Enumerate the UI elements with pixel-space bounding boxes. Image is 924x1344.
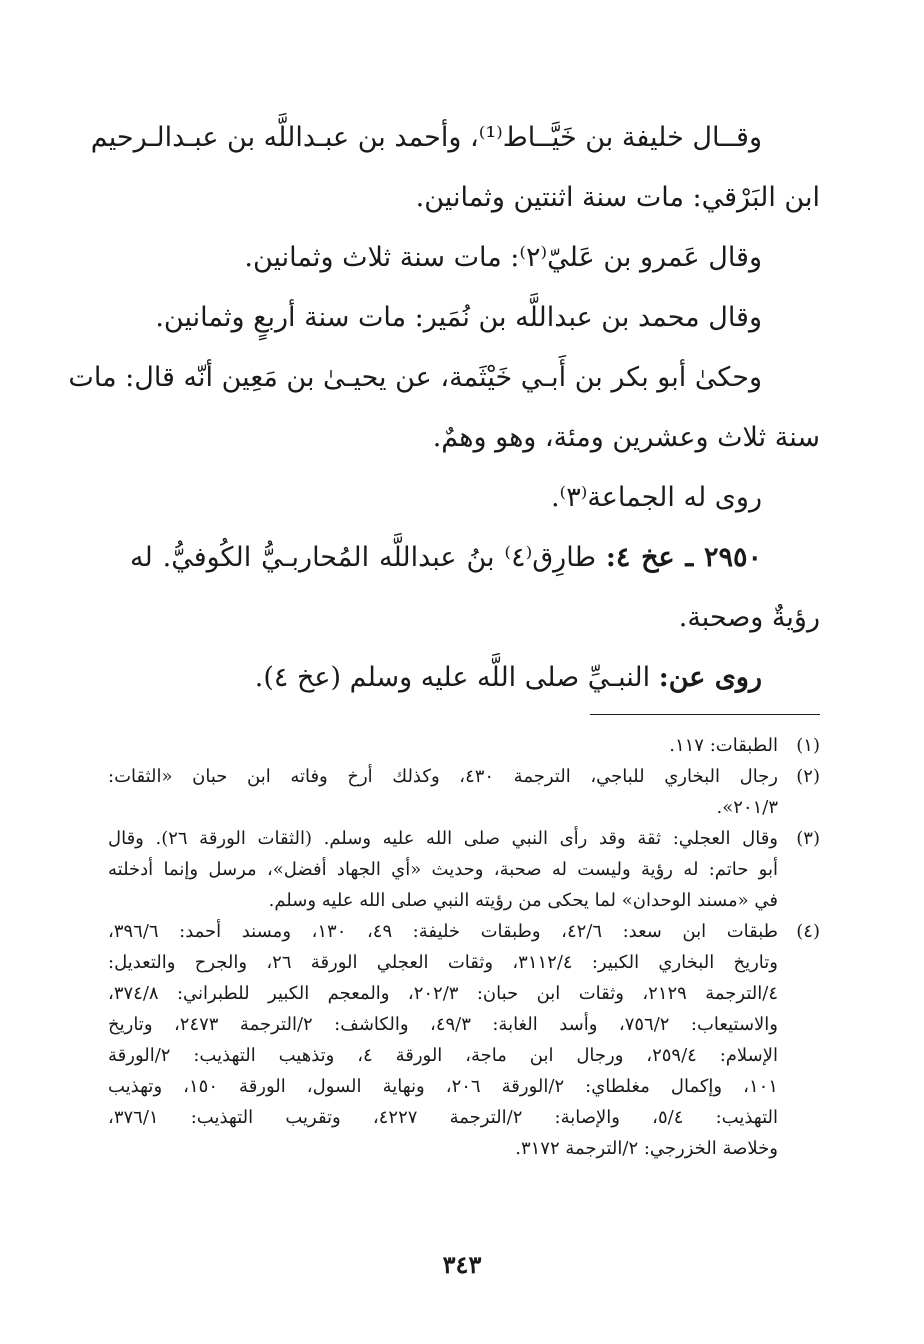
footnote-line: ٢٠١/٣».	[716, 797, 778, 818]
text-line: وقال عَمرو بن عَليّ⁽٢⁾: مات سنة ثلاث وثمانين.	[244, 242, 762, 273]
footnote-line: التهذيب: ٥/٤، والإصابة: ٢/الترجمة ٤٢٢٧، وتقريب التهذيب: ٣٧٦/١،	[108, 1107, 778, 1128]
footnote-line: طبقات ابن سعد: ٤٢/٦، وطبقات خليفة: ٤٩، ١٣٠، ومسند أحمد: ٣٩٦/٦،	[108, 921, 779, 942]
footnote-line: وخلاصة الخزرجي: ٢/الترجمة ٣١٧٢.	[515, 1138, 778, 1159]
narrated-from-line	[130, 648, 820, 708]
text-line: روى له الجماعة⁽٣⁾.	[550, 482, 762, 513]
footnote-line: وتاريخ البخاري الكبير: ٣١١٢/٤، وثقات العجلي الورقة ٢٦، والجرح والتعديل:	[108, 952, 778, 973]
text-line: وقال محمد بن عبداللَّه بن نُمَير: مات سنة أربعٍ وثمانين.	[155, 302, 762, 333]
narrated-label: روى عن:	[658, 662, 762, 693]
footnote-2	[108, 761, 820, 823]
text-line: سنة ثلاث وعشرين ومئة، وهو وهمٌ.	[432, 422, 820, 453]
footnote-1	[108, 730, 820, 761]
footnotes	[108, 730, 820, 1164]
footnote-number: (٤)	[796, 921, 820, 942]
text-line: وقــال خليفة بن خَيَّــاط⁽¹⁾، وأحمد بن عبـداللَّه بن عبـدالـرحيم	[90, 122, 762, 153]
footnote-number: (٢)	[796, 766, 820, 787]
narrated-text: النبـيِّ صلى اللَّه عليه وسلم (عخ ٤).	[254, 662, 651, 693]
footnote-line: رجال البخاري للباجي، الترجمة ٤٣٠، وكذلك أرخ وفاته ابن حبان «الثقات:	[108, 766, 779, 787]
text-line: وحكىٰ أبو بكر بن أَبـي خَيْثَمة، عن يحيـىٰ بن مَعِين أنّه قال: مات	[68, 362, 762, 393]
page-number: ٣٤٣	[442, 1250, 482, 1279]
footnote-line: في «مسند الوحدان» لما يحكى من رؤيته النبي صلى الله عليه وسلم.	[268, 890, 778, 911]
text-line: ابن البَرْقي: مات سنة اثنتين وثمانين.	[415, 182, 820, 213]
footnote-line: ١٠١، وإكمال مغلطاي: ٢/الورقة ٢٠٦، ونهاية السول، الورقة ١٥٠، وتهذيب	[108, 1076, 778, 1097]
footnote-line: وقال العجلي: ثقة وقد رأى النبي صلى الله عليه وسلم. (الثقات الورقة ٢٦). وقال	[108, 828, 778, 849]
main-text	[68, 108, 820, 708]
footnote-line: أبو حاتم: له رؤية وليست له صحبة، وحديث «أي الجهاد أفضل»، مرسل وإنما أدخلته	[108, 859, 778, 880]
footnote-line: الطبقات: ١١٧.	[669, 735, 778, 756]
footnote-line: والاستيعاب: ٧٥٦/٢، وأسد الغابة: ٤٩/٣، والكاشف: ٢/الترجمة ٢٤٧٣، وتاريخ	[108, 1014, 778, 1035]
footnote-4	[108, 916, 820, 1164]
footnote-line: الإسلام: ٢٥٩/٤، ورجال ابن ماجة، الورقة ٤، وتذهيب التهذيب: ٢/الورقة	[108, 1045, 778, 1066]
footnote-line: ٤/الترجمة ٢١٢٩، وثقات ابن حبان: ٢٠٢/٣، والمعجم الكبير للطبراني: ٣٧٤/٨،	[108, 983, 778, 1004]
footnote-number: (٣)	[796, 828, 820, 849]
footnote-number: (١)	[796, 735, 820, 756]
footnote-3	[108, 823, 820, 916]
entry-text: طارِق⁽٤⁾ بنُ عبداللَّه المُحاربـيُّ الكُوفيُّ. له	[130, 542, 596, 573]
biography-entry-heading	[130, 528, 820, 588]
text-line: رؤيةٌ وصحبة.	[678, 602, 820, 633]
entry-number: ٢٩٥٠ ـ عخ ٤:	[605, 542, 762, 573]
footnote-separator	[590, 714, 820, 715]
